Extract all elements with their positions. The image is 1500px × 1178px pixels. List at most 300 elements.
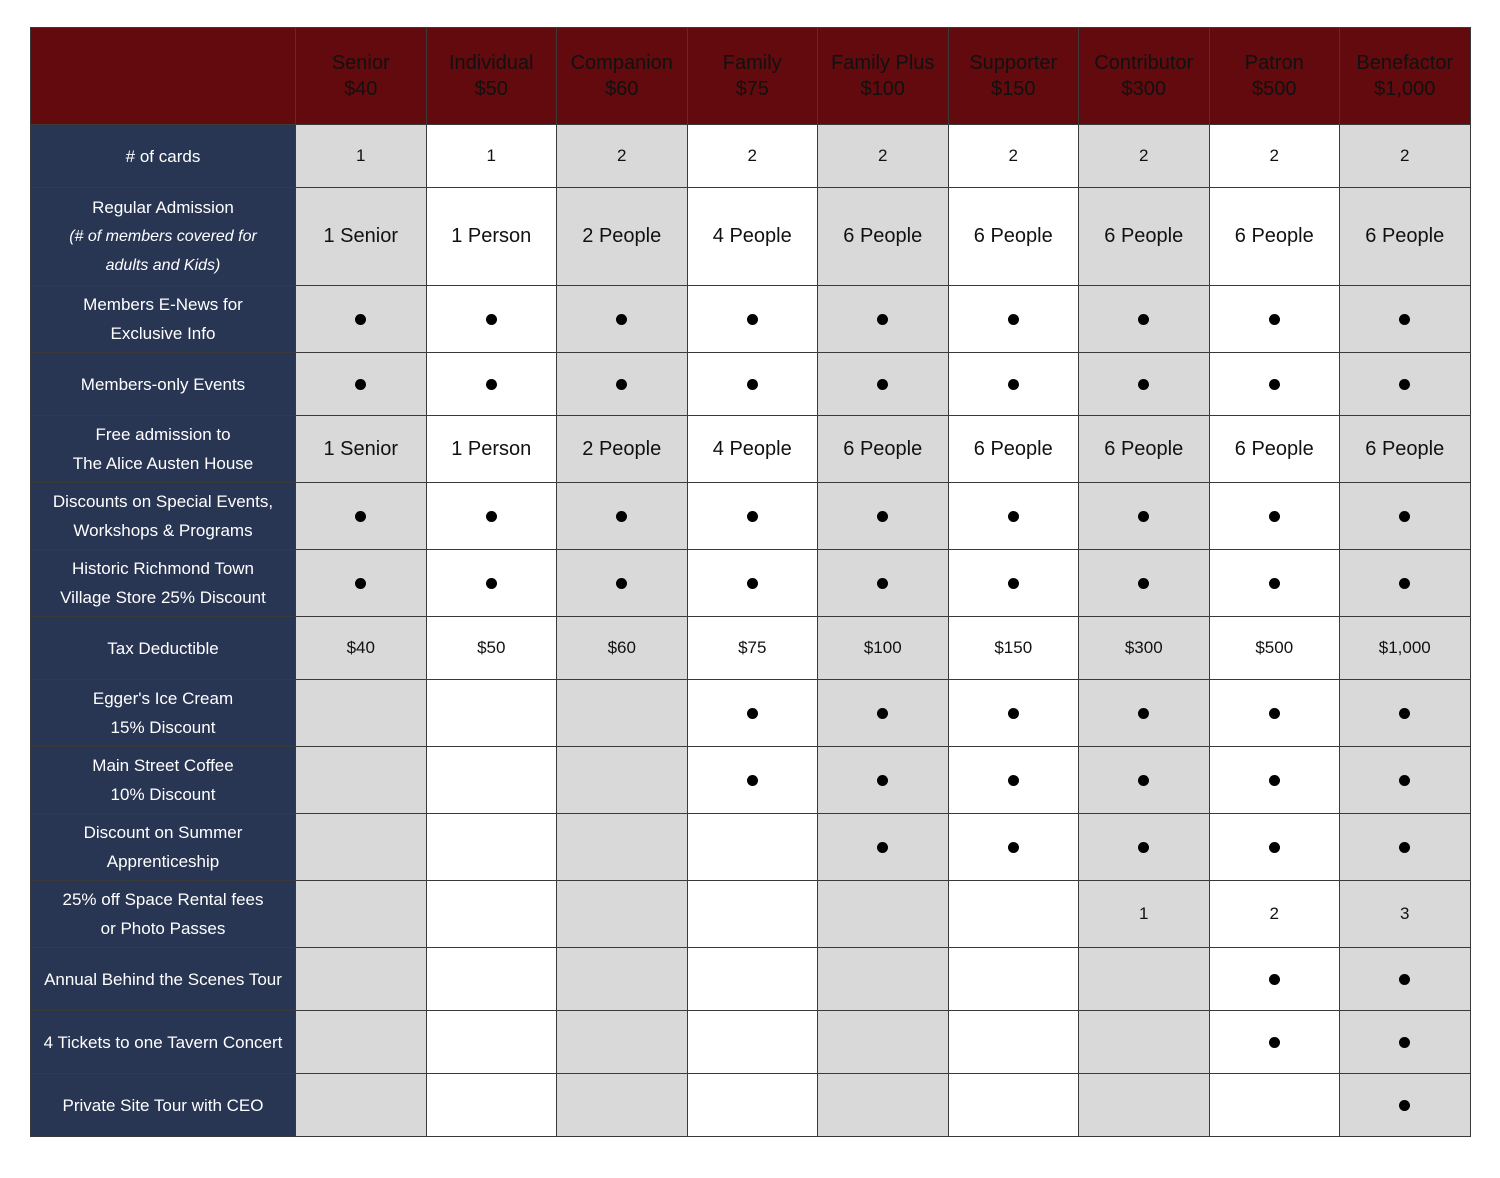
benefit-cell [426, 483, 557, 550]
included-dot-icon [747, 511, 758, 522]
tier-name: Contributor [1094, 52, 1194, 74]
benefit-row [31, 353, 1471, 416]
header-corner [31, 28, 296, 125]
benefit-cell [296, 881, 427, 948]
cell-value: $40 [346, 638, 375, 657]
benefit-cell [687, 617, 818, 680]
included-dot-icon [1399, 1100, 1410, 1111]
benefit-rows [31, 125, 1471, 1137]
cell-value: 6 People [843, 437, 923, 460]
benefit-label [31, 188, 296, 286]
included-dot-icon [1269, 974, 1280, 985]
benefit-cell [687, 814, 818, 881]
benefit-cell [1079, 617, 1210, 680]
included-dot-icon [1008, 314, 1019, 325]
included-dot-icon [1399, 314, 1410, 325]
cell-value: 4 People [712, 225, 792, 247]
benefit-cell [1209, 1074, 1340, 1137]
benefit-cell [296, 416, 427, 483]
benefit-cell [296, 948, 427, 1011]
tier-name: Family [722, 52, 782, 74]
included-dot-icon [747, 708, 758, 719]
benefit-cell [426, 617, 557, 680]
benefit-row [31, 286, 1471, 353]
benefit-label-line: adults and Kids) [105, 257, 221, 274]
benefit-cell [426, 416, 557, 483]
cell-value: $50 [477, 638, 506, 657]
benefit-label [31, 881, 296, 948]
benefit-cell [296, 286, 427, 353]
cell-value: 6 People [843, 225, 923, 247]
benefit-label-line: 4 Tickets to one Tavern Concert [43, 1032, 283, 1052]
included-dot-icon [1008, 578, 1019, 589]
benefit-cell [818, 680, 949, 747]
cell-value: 6 People [1234, 225, 1314, 247]
benefit-label-line: Discount on Summer [83, 823, 243, 842]
benefit-cell [426, 188, 557, 286]
benefit-cell [818, 617, 949, 680]
cell-value: 1 Person [451, 437, 532, 460]
tier-price: $100 [860, 78, 905, 100]
cell-value: $150 [994, 638, 1033, 657]
benefit-cell [1079, 188, 1210, 286]
benefit-cell [948, 814, 1079, 881]
tier-header [1340, 28, 1471, 125]
benefit-cell [1340, 286, 1471, 353]
benefit-label [31, 814, 296, 881]
benefit-cell [1340, 416, 1471, 483]
benefit-cell [1209, 948, 1340, 1011]
cell-value: 1 [486, 146, 496, 165]
benefit-cell [948, 881, 1079, 948]
benefit-row [31, 483, 1471, 550]
benefit-cell [296, 353, 427, 416]
benefit-cell [1340, 747, 1471, 814]
cell-value: $1,000 [1378, 638, 1431, 657]
benefit-cell [296, 747, 427, 814]
benefit-cell [426, 814, 557, 881]
included-dot-icon [1399, 842, 1410, 853]
benefit-row [31, 188, 1471, 286]
included-dot-icon [1008, 511, 1019, 522]
cell-value: 1 Senior [323, 225, 398, 247]
included-dot-icon [616, 578, 627, 589]
included-dot-icon [747, 775, 758, 786]
benefit-cell [296, 483, 427, 550]
benefit-cell [818, 286, 949, 353]
benefit-label [31, 483, 296, 550]
included-dot-icon [616, 511, 627, 522]
benefit-cell [948, 747, 1079, 814]
benefit-label-line: Main Street Coffee [92, 756, 234, 775]
benefit-label-line: 15% Discount [110, 718, 216, 737]
benefit-row [31, 881, 1471, 948]
tier-price: $500 [1252, 78, 1297, 100]
benefit-cell [1209, 416, 1340, 483]
benefit-cell [426, 747, 557, 814]
benefit-row [31, 617, 1471, 680]
included-dot-icon [1008, 379, 1019, 390]
benefit-cell [557, 188, 688, 286]
included-dot-icon [1008, 842, 1019, 853]
benefit-cell [818, 550, 949, 617]
cell-value: $500 [1255, 638, 1294, 657]
benefit-label-line: Workshops & Programs [73, 521, 253, 540]
benefit-label [31, 125, 296, 188]
included-dot-icon [486, 511, 497, 522]
cell-value: 2 [617, 146, 627, 165]
benefit-label-line: Exclusive Info [110, 324, 216, 343]
tier-price: $300 [1121, 78, 1166, 100]
cell-value: 6 People [1365, 225, 1445, 247]
included-dot-icon [1269, 775, 1280, 786]
benefit-cell [687, 286, 818, 353]
included-dot-icon [1008, 708, 1019, 719]
tier-name: Patron [1244, 52, 1304, 74]
included-dot-icon [616, 314, 627, 325]
included-dot-icon [1269, 511, 1280, 522]
included-dot-icon [1399, 511, 1410, 522]
benefit-cell [687, 550, 818, 617]
benefit-cell [687, 1011, 818, 1074]
benefit-cell [426, 680, 557, 747]
benefit-cell [687, 416, 818, 483]
benefit-row [31, 1074, 1471, 1137]
benefit-cell [1340, 188, 1471, 286]
benefit-cell [1340, 948, 1471, 1011]
benefit-label [31, 353, 296, 416]
included-dot-icon [877, 775, 888, 786]
included-dot-icon [747, 578, 758, 589]
benefit-cell [1079, 881, 1210, 948]
cell-value: 2 [878, 146, 888, 165]
benefit-cell [557, 814, 688, 881]
benefit-cell [1340, 814, 1471, 881]
benefit-label-line: Free admission to [95, 425, 231, 444]
benefit-cell [818, 416, 949, 483]
benefit-cell [1079, 353, 1210, 416]
cell-value: $75 [738, 638, 767, 657]
benefit-label [31, 1011, 296, 1074]
cell-value: 6 People [1365, 437, 1445, 460]
included-dot-icon [1138, 842, 1149, 853]
benefit-cell [948, 286, 1079, 353]
benefit-cell [1340, 353, 1471, 416]
cell-value: 2 [1269, 904, 1279, 923]
benefit-cell [687, 483, 818, 550]
benefit-cell [296, 125, 427, 188]
benefit-cell [948, 188, 1079, 286]
benefit-cell [296, 1011, 427, 1074]
benefit-cell [687, 881, 818, 948]
cell-value: 2 [747, 146, 757, 165]
cell-value: 6 People [973, 225, 1053, 247]
tier-header [426, 28, 557, 125]
benefit-row [31, 1011, 1471, 1074]
benefit-cell [557, 617, 688, 680]
benefit-cell [687, 680, 818, 747]
included-dot-icon [747, 314, 758, 325]
included-dot-icon [1399, 708, 1410, 719]
benefit-label-line: or Photo Passes [100, 919, 226, 938]
benefit-cell [557, 1074, 688, 1137]
included-dot-icon [1269, 842, 1280, 853]
cell-value: $100 [863, 638, 902, 657]
benefit-cell [1079, 948, 1210, 1011]
tier-price: $50 [474, 78, 508, 100]
benefit-cell [426, 550, 557, 617]
tier-header [687, 28, 818, 125]
included-dot-icon [355, 511, 366, 522]
included-dot-icon [1399, 379, 1410, 390]
tier-header-row [31, 28, 1471, 125]
included-dot-icon [1138, 511, 1149, 522]
benefit-label [31, 617, 296, 680]
tier-price: $60 [605, 78, 639, 100]
benefit-cell [687, 353, 818, 416]
included-dot-icon [877, 314, 888, 325]
benefit-cell [1209, 188, 1340, 286]
tier-header [296, 28, 427, 125]
tier-header [1079, 28, 1210, 125]
benefit-row [31, 814, 1471, 881]
cell-value: 1 [356, 146, 366, 165]
benefit-cell [818, 125, 949, 188]
benefit-cell [1209, 550, 1340, 617]
benefit-cell [687, 948, 818, 1011]
benefit-row [31, 416, 1471, 483]
benefit-label-line: Apprenticeship [106, 852, 220, 871]
included-dot-icon [1138, 379, 1149, 390]
included-dot-icon [1138, 775, 1149, 786]
benefit-cell [296, 617, 427, 680]
benefit-cell [557, 881, 688, 948]
benefit-cell [687, 747, 818, 814]
benefit-cell [1079, 125, 1210, 188]
benefit-cell [818, 483, 949, 550]
cell-value: 4 People [712, 437, 792, 460]
benefit-cell [1209, 125, 1340, 188]
included-dot-icon [877, 578, 888, 589]
included-dot-icon [877, 708, 888, 719]
benefit-label-line: # of cards [125, 146, 201, 166]
benefit-label-line: (# of members covered for [69, 228, 257, 245]
benefit-cell [296, 814, 427, 881]
benefit-cell [1079, 1074, 1210, 1137]
included-dot-icon [1138, 708, 1149, 719]
included-dot-icon [747, 379, 758, 390]
benefit-cell [1079, 1011, 1210, 1074]
included-dot-icon [355, 314, 366, 325]
included-dot-icon [355, 578, 366, 589]
benefit-cell [1209, 617, 1340, 680]
benefit-cell [557, 747, 688, 814]
benefit-cell [1209, 680, 1340, 747]
benefit-cell [948, 1074, 1079, 1137]
benefit-cell [1209, 483, 1340, 550]
benefit-cell [557, 1011, 688, 1074]
benefit-row [31, 747, 1471, 814]
tier-price: $75 [735, 78, 769, 100]
benefit-label [31, 1074, 296, 1137]
benefit-cell [948, 680, 1079, 747]
benefit-cell [1340, 125, 1471, 188]
benefit-cell [426, 1074, 557, 1137]
benefit-label-line: 10% Discount [110, 785, 216, 804]
benefit-label [31, 948, 296, 1011]
included-dot-icon [1399, 775, 1410, 786]
benefit-cell [1079, 416, 1210, 483]
benefit-label-line: Historic Richmond Town [71, 559, 255, 578]
tier-name: Individual [448, 52, 534, 74]
cell-value: $300 [1124, 638, 1163, 657]
benefit-cell [1340, 550, 1471, 617]
cell-value: 2 [1400, 146, 1410, 165]
cell-value: 6 People [1104, 437, 1184, 460]
included-dot-icon [486, 578, 497, 589]
benefit-cell [557, 416, 688, 483]
tier-header [557, 28, 688, 125]
benefit-label-line: Regular Admission [92, 198, 234, 217]
benefit-label-line: Discounts on Special Events, [52, 492, 274, 511]
benefit-cell [818, 188, 949, 286]
benefit-label [31, 550, 296, 617]
benefit-label [31, 747, 296, 814]
benefit-cell [818, 1074, 949, 1137]
included-dot-icon [877, 511, 888, 522]
benefit-cell [557, 483, 688, 550]
benefit-label-line: Village Store 25% Discount [60, 588, 266, 607]
cell-value: 1 [1139, 904, 1149, 923]
benefit-row [31, 550, 1471, 617]
benefit-cell [818, 948, 949, 1011]
benefit-cell [557, 948, 688, 1011]
benefit-label-line: Tax Deductible [107, 638, 219, 658]
membership-benefits-table [30, 27, 1471, 1137]
benefit-cell [948, 483, 1079, 550]
included-dot-icon [1269, 314, 1280, 325]
cell-value: 2 People [582, 225, 662, 247]
included-dot-icon [1138, 578, 1149, 589]
benefit-cell [818, 353, 949, 416]
benefit-cell [296, 680, 427, 747]
benefit-cell [948, 617, 1079, 680]
benefit-cell [557, 353, 688, 416]
benefit-cell [687, 188, 818, 286]
benefit-cell [948, 1011, 1079, 1074]
included-dot-icon [1399, 1037, 1410, 1048]
included-dot-icon [486, 379, 497, 390]
benefit-cell [818, 814, 949, 881]
included-dot-icon [1269, 379, 1280, 390]
included-dot-icon [1269, 708, 1280, 719]
benefit-label [31, 416, 296, 483]
benefit-cell [948, 550, 1079, 617]
cell-value: 1 Senior [323, 437, 398, 460]
benefit-label-line: 25% off Space Rental fees [62, 890, 264, 909]
tier-price: $40 [344, 78, 378, 100]
benefit-label-line: Members E-News for [83, 295, 243, 314]
benefit-cell [948, 416, 1079, 483]
cell-value: 3 [1400, 904, 1410, 923]
benefit-label-line: Private Site Tour with CEO [62, 1095, 264, 1115]
benefit-cell [557, 550, 688, 617]
included-dot-icon [1269, 1037, 1280, 1048]
benefit-cell [1340, 1011, 1471, 1074]
tier-header [948, 28, 1079, 125]
benefit-cell [948, 353, 1079, 416]
benefit-cell [1340, 680, 1471, 747]
benefit-label [31, 680, 296, 747]
benefit-row [31, 125, 1471, 188]
cell-value: 6 People [1104, 225, 1184, 247]
tier-name: Benefactor [1356, 52, 1454, 74]
benefit-label-line: Members-only Events [80, 374, 246, 394]
cell-value: 6 People [973, 437, 1053, 460]
benefit-cell [557, 286, 688, 353]
benefit-cell [948, 948, 1079, 1011]
benefit-cell [1340, 617, 1471, 680]
cell-value: 2 [1269, 146, 1279, 165]
benefit-cell [296, 550, 427, 617]
tier-price: $150 [991, 78, 1036, 100]
benefit-cell [426, 353, 557, 416]
benefit-label-line: The Alice Austen House [72, 454, 254, 473]
tier-name: Senior [331, 52, 390, 74]
tier-name: Supporter [969, 52, 1058, 74]
included-dot-icon [1008, 775, 1019, 786]
benefit-cell [818, 1011, 949, 1074]
included-dot-icon [486, 314, 497, 325]
benefit-cell [687, 1074, 818, 1137]
cell-value: $60 [607, 638, 636, 657]
benefit-cell [1340, 483, 1471, 550]
cell-value: 2 [1008, 146, 1018, 165]
benefit-cell [1209, 286, 1340, 353]
benefit-cell [1340, 1074, 1471, 1137]
tier-name: Family Plus [831, 52, 935, 74]
included-dot-icon [1399, 578, 1410, 589]
benefit-cell [296, 188, 427, 286]
included-dot-icon [355, 379, 366, 390]
benefit-cell [1209, 747, 1340, 814]
tier-price: $1,000 [1374, 78, 1436, 100]
included-dot-icon [877, 379, 888, 390]
included-dot-icon [616, 379, 627, 390]
included-dot-icon [877, 842, 888, 853]
benefit-label [31, 286, 296, 353]
benefit-cell [1209, 814, 1340, 881]
benefit-label-line: Annual Behind the Scenes Tour [44, 969, 282, 989]
benefit-cell [1079, 814, 1210, 881]
benefit-cell [687, 125, 818, 188]
benefit-cell [1209, 881, 1340, 948]
benefit-cell [426, 1011, 557, 1074]
benefit-cell [426, 125, 557, 188]
tier-header [1209, 28, 1340, 125]
benefit-label-line: Egger's Ice Cream [92, 689, 234, 708]
benefit-cell [1079, 680, 1210, 747]
benefit-cell [1340, 881, 1471, 948]
cell-value: 2 [1139, 146, 1149, 165]
benefit-cell [426, 881, 557, 948]
benefit-cell [1209, 353, 1340, 416]
cell-value: 2 People [582, 437, 662, 460]
included-dot-icon [1138, 314, 1149, 325]
included-dot-icon [1399, 974, 1410, 985]
tier-header [818, 28, 949, 125]
benefit-cell [948, 125, 1079, 188]
